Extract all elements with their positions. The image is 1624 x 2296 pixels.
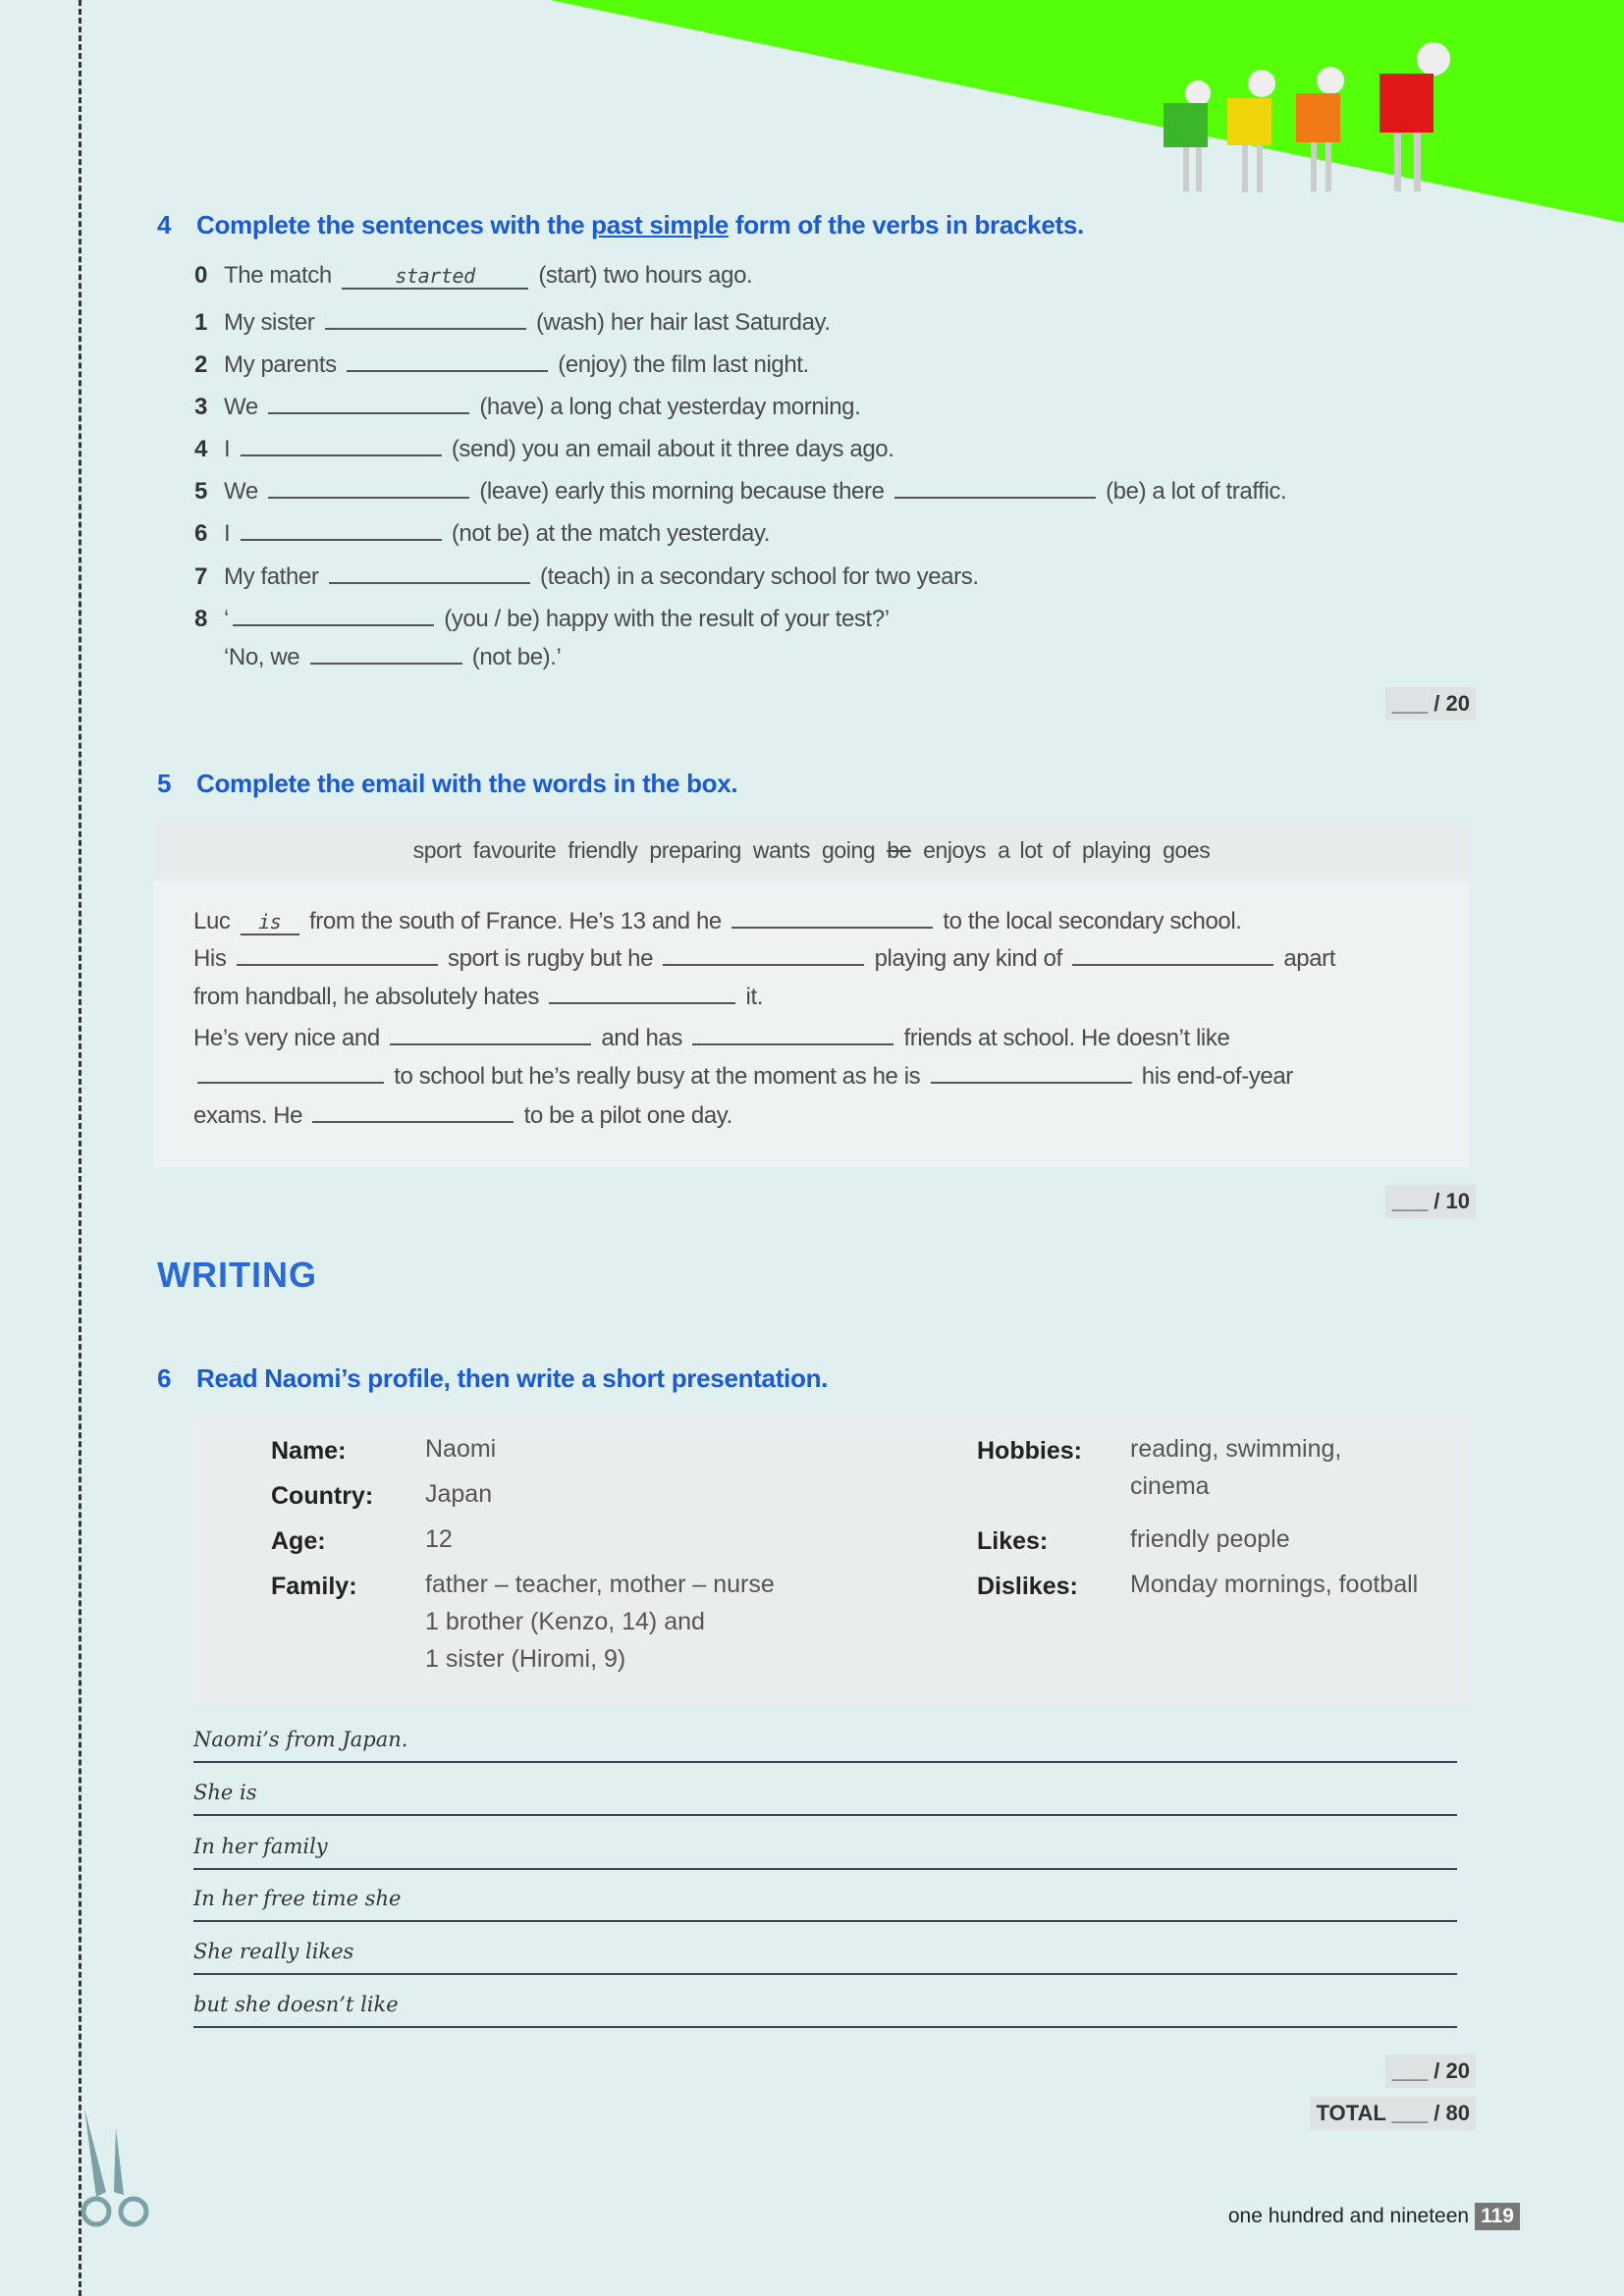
item-number: 1 xyxy=(194,309,207,336)
sentence-item xyxy=(194,601,890,633)
word-box xyxy=(154,823,1469,879)
answer-blank[interactable] xyxy=(312,1097,514,1123)
sentence-text: ‘No, we xyxy=(224,644,306,670)
item-number: 6 xyxy=(194,520,207,547)
word-box-item: favourite xyxy=(472,837,557,863)
heading-text: Complete the email with the words in the box. xyxy=(196,769,738,798)
sentence-text: his end-of-year xyxy=(1135,1063,1293,1090)
writing-line-input[interactable]: She really likes xyxy=(193,1940,1457,1975)
heading-text: Read Naomi’s profile, then write a short presentation. xyxy=(196,1363,829,1393)
exercise-5-heading xyxy=(157,769,737,799)
writing-line-input[interactable]: In her free time she xyxy=(193,1887,1457,1922)
word-box-item: goes xyxy=(1163,837,1211,863)
sentence-text: My father xyxy=(224,563,325,590)
score-box: ___ / 20 xyxy=(1385,687,1476,721)
sentence-text: to the local secondary school. xyxy=(937,908,1242,934)
answer-blank[interactable] xyxy=(237,940,438,966)
item-number: 7 xyxy=(194,563,207,590)
dislikes-label: Dislikes: xyxy=(977,1573,1078,1600)
likes-label: Likes: xyxy=(977,1527,1049,1555)
item-number: 3 xyxy=(194,394,207,420)
answer-blank[interactable] xyxy=(310,639,462,665)
age-value: 12 xyxy=(425,1525,453,1553)
sentence-item xyxy=(194,389,860,421)
cut-line xyxy=(79,0,81,2296)
country-value: Japan xyxy=(425,1480,493,1508)
sentence-text: (start) two hours ago. xyxy=(532,262,753,289)
heading-text: form of the verbs in brackets. xyxy=(728,210,1084,240)
sentence-item xyxy=(194,515,770,548)
writing-line-input[interactable]: In her family xyxy=(193,1835,1457,1870)
answer-blank[interactable] xyxy=(692,1020,893,1045)
hobbies-label: Hobbies: xyxy=(977,1437,1082,1465)
answer-blank[interactable] xyxy=(268,473,469,499)
name-label: Name: xyxy=(271,1437,347,1465)
score-box: ___ / 10 xyxy=(1385,1185,1476,1218)
banner-graphic xyxy=(0,0,1624,236)
family-value xyxy=(425,1566,775,1678)
word-box-item: a lot of xyxy=(998,837,1071,863)
sentence-text: (wash) her hair last Saturday. xyxy=(529,309,831,336)
sentence-text: His xyxy=(193,945,233,972)
sentence-text: and has xyxy=(595,1025,689,1051)
sentence-text: to be a pilot one day. xyxy=(517,1102,732,1129)
exercise-number: 6 xyxy=(157,1363,172,1393)
answer-blank[interactable] xyxy=(329,559,530,584)
sentence-text: (enjoy) the film last night. xyxy=(551,351,809,378)
email-line xyxy=(193,1020,1229,1052)
answer-blank[interactable]: is xyxy=(241,910,299,935)
family-line: father – teacher, mother – nurse xyxy=(425,1571,775,1598)
sentence-text: I xyxy=(224,436,237,462)
exercise-number: 5 xyxy=(157,769,172,798)
word-box-item: be xyxy=(887,837,912,863)
green-banner xyxy=(550,0,1624,223)
answer-blank[interactable] xyxy=(549,979,735,1004)
word-box-item: going xyxy=(821,837,876,863)
sentence-text: playing any kind of xyxy=(868,945,1069,972)
sentence-text: from the south of France. He’s 13 and he xyxy=(302,908,729,934)
sentence-item xyxy=(194,431,894,463)
scissors-icon xyxy=(77,2109,165,2246)
item-number: 0 xyxy=(194,262,207,289)
age-label: Age: xyxy=(271,1527,326,1555)
email-line xyxy=(193,979,763,1011)
sentence-text: ‘ xyxy=(224,606,229,632)
sentence-text: apart xyxy=(1277,945,1336,972)
word-box-item: preparing xyxy=(649,837,741,863)
sentence-text: He’s very nice and xyxy=(193,1025,387,1051)
answer-blank[interactable] xyxy=(241,515,442,541)
sentence-text: The match xyxy=(224,262,339,289)
heading-underlined-text: past simple xyxy=(591,210,729,240)
heading-text: Complete the sentences with the xyxy=(196,210,592,240)
sentence-text: sport is rugby but he xyxy=(441,945,660,972)
answer-blank[interactable] xyxy=(347,347,548,372)
sentence-text: (not be) at the match yesterday. xyxy=(445,520,771,547)
sentence-text: (send) you an email about it three days ago. xyxy=(445,436,894,462)
email-line xyxy=(193,1058,1293,1091)
exercise-number: 4 xyxy=(157,210,172,240)
dislikes-value: Monday mornings, football xyxy=(1130,1571,1419,1598)
page-footer xyxy=(1228,2203,1520,2230)
sentence-item xyxy=(194,473,1286,506)
sentence-item xyxy=(194,347,809,379)
email-line xyxy=(193,903,1242,935)
email-text-box xyxy=(154,881,1469,1167)
sentence-text: it. xyxy=(739,984,763,1010)
item-number: 2 xyxy=(194,351,207,378)
item-number: 4 xyxy=(194,436,207,462)
writing-line-input[interactable]: She is xyxy=(193,1781,1457,1816)
sentence-item xyxy=(194,304,831,337)
answer-blank[interactable] xyxy=(268,389,469,414)
section-heading-writing: WRITING xyxy=(157,1255,317,1295)
page-number-words: one hundred and nineteen xyxy=(1227,2205,1470,2227)
sentence-text: exams. He xyxy=(193,1102,309,1129)
sentence-text: My parents xyxy=(224,351,343,378)
hobbies-line: cinema xyxy=(1130,1472,1210,1500)
sentence-text: We xyxy=(224,394,265,420)
sentence-text: My sister xyxy=(224,309,321,336)
sentence-text: (leave) early this morning because there xyxy=(473,478,891,505)
family-line: 1 sister (Hiromi, 9) xyxy=(425,1645,626,1673)
answer-blank[interactable]: started xyxy=(342,264,528,290)
word-box-item: enjoys xyxy=(923,837,987,863)
family-label: Family: xyxy=(271,1573,357,1600)
word-box-item: wants xyxy=(752,837,810,863)
answer-blank[interactable] xyxy=(731,903,933,929)
name-value: Naomi xyxy=(425,1435,497,1463)
word-box-item: friendly xyxy=(568,837,638,863)
hobbies-value xyxy=(1130,1430,1341,1505)
writing-line-input[interactable]: Naomi’s from Japan. xyxy=(193,1728,1457,1763)
email-line xyxy=(193,1097,732,1130)
hobbies-line: reading, swimming, xyxy=(1130,1435,1342,1463)
answer-blank[interactable] xyxy=(197,1058,384,1084)
profile-box xyxy=(191,1415,1469,1706)
family-line: 1 brother (Kenzo, 14) and xyxy=(425,1608,705,1635)
exercise-4-heading xyxy=(157,210,1084,240)
answer-blank[interactable] xyxy=(663,940,864,966)
answer-blank[interactable] xyxy=(894,473,1096,499)
sentence-text: to school but he’s really busy at the moment as he is xyxy=(388,1063,927,1090)
country-label: Country: xyxy=(271,1482,374,1510)
sentence-text: I xyxy=(224,520,237,547)
page-number: 119 xyxy=(1475,2203,1520,2230)
likes-value: friendly people xyxy=(1130,1525,1290,1553)
sentence-item xyxy=(194,639,561,671)
sentence-item xyxy=(194,262,752,290)
item-number: 8 xyxy=(194,606,207,632)
email-line xyxy=(193,940,1335,973)
sentence-text: (teach) in a secondary school for two years. xyxy=(533,563,979,590)
sentence-text: Luc xyxy=(193,908,237,934)
sentence-text: (not be).’ xyxy=(465,644,562,670)
sentence-text: friends at school. He doesn’t like xyxy=(897,1025,1230,1051)
sentence-text: (be) a lot of traffic. xyxy=(1099,478,1287,505)
answer-blank[interactable] xyxy=(390,1020,591,1045)
sentence-text: (you / be) happy with the result of your test?’ xyxy=(437,606,890,632)
total-score-box: TOTAL ___ / 80 xyxy=(1310,2097,1476,2130)
sentence-text: from handball, he absolutely hates xyxy=(193,984,546,1010)
answer-blank[interactable] xyxy=(931,1058,1132,1084)
word-box-item: sport xyxy=(412,837,461,863)
sentence-item xyxy=(194,559,979,591)
sentence-text: (have) a long chat yesterday morning. xyxy=(473,394,861,420)
score-box: ___ / 20 xyxy=(1385,2055,1476,2088)
answer-blank[interactable] xyxy=(1072,940,1273,966)
exercise-6-heading xyxy=(157,1363,828,1394)
sentence-text: We xyxy=(224,478,265,505)
answer-blank[interactable] xyxy=(233,601,434,626)
answer-blank[interactable] xyxy=(241,431,442,456)
answer-blank[interactable] xyxy=(325,304,526,330)
writing-line-input[interactable]: but she doesn’t like xyxy=(193,1993,1457,2028)
item-number: 5 xyxy=(194,478,207,505)
word-box-item: playing xyxy=(1082,837,1152,863)
